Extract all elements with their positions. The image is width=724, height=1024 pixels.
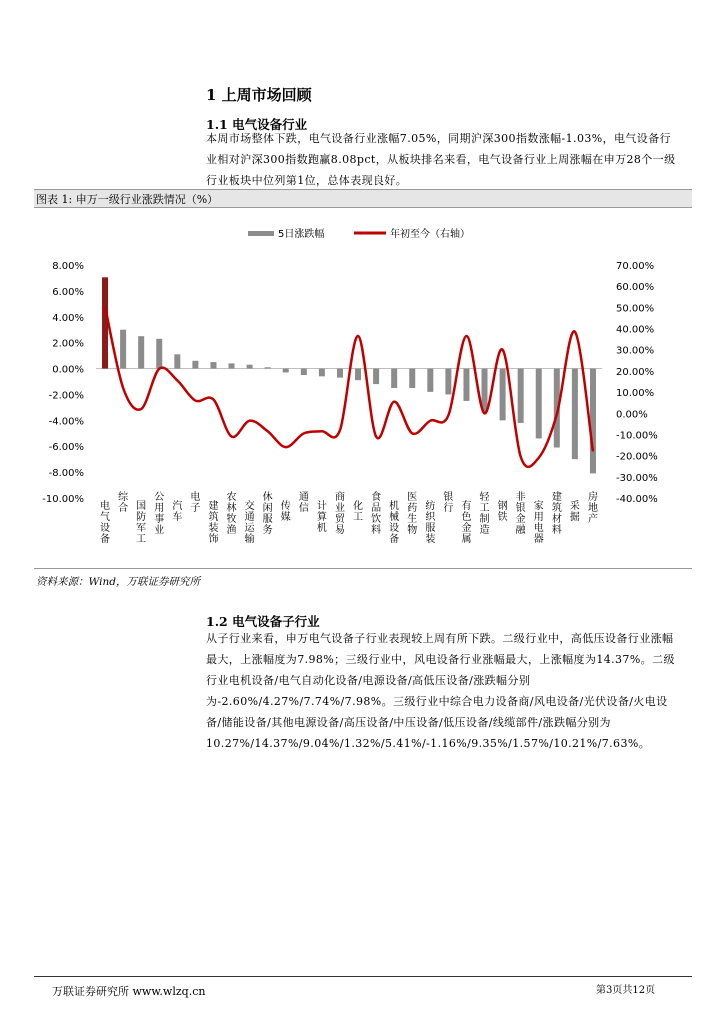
figure-caption: 图表 1: 申万一级行业涨跌情况（%）	[36, 193, 219, 206]
right-tick-label: -20.00%	[616, 451, 658, 463]
x-label-电子: 电子	[190, 492, 201, 514]
bar-医药生物	[409, 369, 415, 388]
x-label-银行: 银行	[443, 492, 454, 514]
bar-银行	[445, 369, 451, 395]
legend-bar-swatch	[248, 231, 274, 236]
source-divider	[34, 568, 692, 569]
left-tick-label: -2.00%	[48, 390, 84, 402]
x-label-轻工制造: 轻工制造	[479, 492, 490, 536]
bar-钢铁	[500, 369, 506, 421]
bar-电子	[192, 361, 198, 369]
bar-家用电器	[536, 369, 542, 439]
bar-非银金融	[518, 369, 524, 423]
bar-传媒	[283, 369, 289, 373]
figure-source: 资料来源：Wind，万联证券研究所	[36, 576, 200, 588]
bar-房地产	[590, 369, 596, 474]
x-label-综合: 综合	[118, 492, 129, 514]
x-label-家用电器: 家用电器	[533, 501, 544, 545]
bar-食品饮料	[373, 369, 379, 385]
x-label-建筑装饰: 建筑装饰	[208, 501, 219, 545]
bar-交通运输	[247, 365, 253, 369]
x-label-食品饮料: 食品饮料	[371, 492, 382, 536]
x-label-纺织服装: 纺织服装	[425, 501, 436, 545]
x-label-建筑材料: 建筑材料	[551, 492, 562, 536]
left-tick-label: 8.00%	[52, 261, 84, 272]
right-tick-label: -40.00%	[616, 494, 658, 505]
footer-page-number: 第3页共12页	[596, 985, 656, 996]
right-tick-label: 0.00%	[616, 409, 648, 421]
bar-汽车	[174, 354, 180, 368]
bar-综合	[120, 330, 126, 369]
chart-legend	[248, 227, 470, 240]
paragraph-2: 从子行业来看，申万电气设备子行业表现较上周有所下跌。二级行业中，高低压设备行业涨幅最大，上涨幅度为7.98%；三级行业中，风电设备行业涨幅最大，上涨幅度为14.37%。二级行业电机设备/电气自动化设备/电源设备/高低压设备/涨跌幅分别为-2.60%/4.27%/7.74%/7.98%。三级行业中综合电力设备商/风电设备/光伏设备/火电设备/储能设备/其他电源设备/高压设备/中压设备/低压设备/线缆部件/涨跌幅分别为10.27%/14.37%/9.04%/1.32%/5.41%/-1.16%/9.35%/1.57%/10.21%/7.63%。	[206, 632, 675, 750]
right-axis	[616, 261, 658, 505]
legend-line-label: 年初至今（右轴）	[390, 229, 470, 240]
x-label-非银金融: 非银金融	[515, 492, 526, 536]
subsection-title-1: 1.1 电气设备行业	[206, 117, 308, 132]
bar-国防军工	[138, 336, 144, 368]
footer-divider	[34, 976, 692, 977]
x-label-国防军工: 国防军工	[136, 501, 147, 545]
right-tick-label: -10.00%	[616, 430, 658, 442]
right-tick-label: 40.00%	[616, 324, 655, 336]
x-label-医药生物: 医药生物	[407, 492, 418, 536]
bar-采掘	[572, 369, 578, 460]
right-tick-label: 10.00%	[616, 388, 655, 400]
left-tick-label: -10.00%	[42, 494, 84, 505]
bar-建筑装饰	[210, 362, 216, 368]
bar-商业贸易	[337, 369, 343, 378]
bar-农林牧渔	[229, 363, 235, 368]
left-tick-label: -6.00%	[48, 442, 84, 454]
x-label-交通运输: 交通运输	[244, 501, 255, 545]
right-tick-label: 30.00%	[616, 345, 655, 357]
bar-有色金属	[463, 369, 469, 401]
x-label-汽车: 汽车	[172, 501, 183, 523]
bar-化工	[355, 369, 361, 381]
x-label-有色金属: 有色金属	[461, 501, 472, 545]
footer-site[interactable]: 万联证券研究所 www.wlzq.cn	[52, 985, 206, 998]
bar-休闲服务	[265, 367, 271, 368]
x-label-化工: 化工	[353, 501, 364, 523]
legend-bar-label: 5日涨跌幅	[278, 229, 325, 240]
bar-计算机	[319, 369, 325, 377]
x-label-公用事业: 公用事业	[154, 492, 165, 536]
x-label-通信: 通信	[298, 492, 309, 514]
x-label-农林牧渔: 农林牧渔	[226, 492, 237, 536]
industry-chart	[34, 212, 692, 567]
x-label-计算机: 计算机	[316, 501, 327, 534]
x-label-传媒: 传媒	[280, 501, 291, 523]
right-tick-label: 60.00%	[616, 282, 655, 294]
x-axis-labels	[100, 490, 598, 545]
bar-公用事业	[156, 339, 162, 369]
x-label-采掘: 采掘	[569, 501, 580, 523]
x-label-房地产: 房地产	[587, 492, 598, 525]
left-tick-label: 2.00%	[52, 338, 84, 350]
x-label-商业贸易: 商业贸易	[334, 492, 345, 536]
x-label-电气设备: 电气设备	[100, 501, 111, 545]
bar-纺织服装	[427, 369, 433, 392]
x-label-钢铁: 钢铁	[497, 501, 508, 523]
right-tick-label: -30.00%	[616, 472, 658, 484]
section-heading: 1 上周市场回顾	[206, 86, 312, 104]
bar-机械设备	[391, 369, 397, 388]
left-tick-label: 6.00%	[52, 286, 84, 298]
paragraph-1: 本周市场整体下跌，电气设备行业涨幅7.05%，同期沪深300指数涨幅-1.03%，电气设备行业相对沪深300指数跑赢8.08pct，从板块排名来看，电气设备行业上周涨幅在申万28个一级行业板块中位列第1位，总体表现良好。	[206, 132, 676, 187]
left-tick-label: 4.00%	[52, 312, 84, 324]
left-tick-label: 0.00%	[52, 364, 84, 376]
x-label-机械设备: 机械设备	[389, 501, 400, 545]
left-tick-label: -8.00%	[48, 468, 84, 480]
right-tick-label: 50.00%	[616, 303, 655, 315]
bar-通信	[301, 369, 307, 375]
subsection-title-2: 1.2 电气设备子行业	[206, 614, 320, 629]
right-tick-label: 20.00%	[616, 366, 655, 378]
left-axis	[42, 261, 84, 505]
right-tick-label: 70.00%	[616, 261, 655, 272]
x-label-休闲服务: 休闲服务	[262, 492, 273, 536]
left-tick-label: -4.00%	[48, 416, 84, 428]
